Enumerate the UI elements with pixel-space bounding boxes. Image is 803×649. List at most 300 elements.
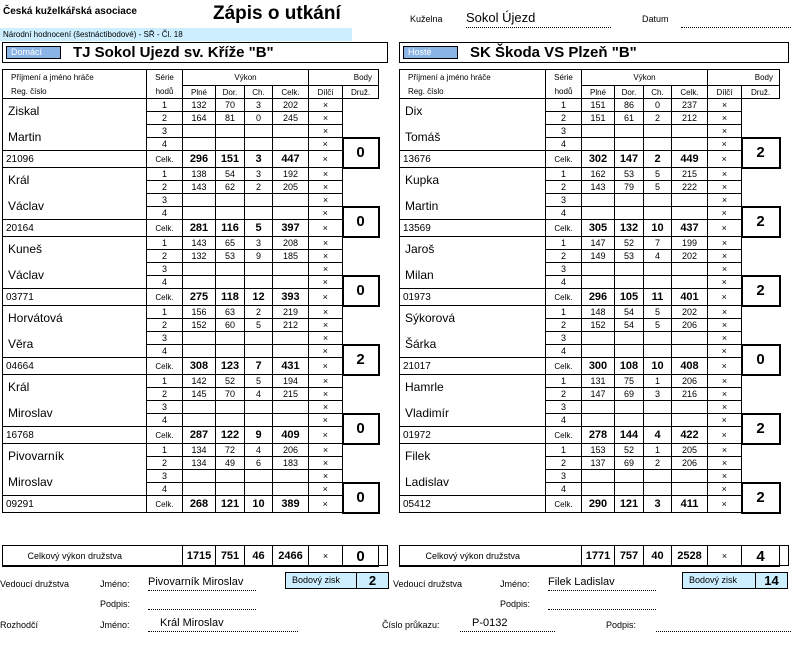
ch-cell[interactable] [644, 263, 672, 276]
dor-cell[interactable] [615, 194, 644, 207]
celk-cell[interactable]: 206 [273, 444, 309, 457]
serie-header: Série [546, 70, 582, 86]
serie-number: 2 [147, 457, 183, 470]
home-signature-field[interactable] [148, 596, 256, 610]
plne-cell[interactable]: 132 [183, 250, 216, 263]
ch-cell[interactable] [245, 414, 273, 427]
ch-cell[interactable]: 2 [245, 181, 273, 194]
player-reg-number: 01972 [400, 427, 546, 444]
plne-cell[interactable] [183, 470, 216, 483]
ch-cell[interactable] [245, 194, 273, 207]
plne-cell[interactable]: 151 [582, 99, 615, 112]
dor-cell[interactable] [615, 414, 644, 427]
celk-label: Celk. [147, 151, 183, 168]
ch-cell[interactable]: 3 [245, 237, 273, 250]
dor-cell[interactable] [216, 276, 245, 289]
dor-cell[interactable]: 72 [216, 444, 245, 457]
celk-cell[interactable] [672, 401, 708, 414]
plne-cell[interactable]: 131 [582, 375, 615, 388]
guest-leader-label: Vedoucí družstva [393, 579, 463, 589]
plne-cell[interactable] [582, 194, 615, 207]
celk-cell[interactable]: 215 [672, 168, 708, 181]
celk-cell[interactable]: 202 [672, 250, 708, 263]
referee-label: Rozhodčí [0, 620, 39, 630]
dor-cell[interactable] [615, 483, 644, 496]
celk-cell[interactable]: 183 [273, 457, 309, 470]
plne-cell[interactable] [183, 345, 216, 358]
plne-cell[interactable]: 134 [183, 457, 216, 470]
celk-cell[interactable] [672, 207, 708, 220]
ch-cell[interactable]: 5 [245, 375, 273, 388]
celk-cell[interactable] [273, 345, 309, 358]
dor-cell[interactable] [216, 332, 245, 345]
ch-cell[interactable] [644, 207, 672, 220]
datum-field[interactable] [681, 10, 791, 28]
ch-cell[interactable] [245, 401, 273, 414]
ch-cell[interactable] [644, 345, 672, 358]
serie-number: 3 [546, 263, 582, 276]
dor-cell[interactable] [615, 332, 644, 345]
dor-cell[interactable]: 49 [216, 457, 245, 470]
ch-cell[interactable]: 9 [245, 250, 273, 263]
dor-cell[interactable]: 86 [615, 99, 644, 112]
dor-cell[interactable] [216, 138, 245, 151]
ch-cell[interactable]: 5 [644, 306, 672, 319]
ch-cell[interactable]: 0 [644, 99, 672, 112]
ch-cell[interactable] [644, 483, 672, 496]
druz-empty [343, 375, 379, 414]
celk-cell[interactable] [273, 194, 309, 207]
ch-total: 12 [245, 289, 273, 306]
celk-cell[interactable] [672, 345, 708, 358]
ch-cell[interactable] [245, 263, 273, 276]
player-firstname: Martin [400, 194, 546, 220]
celk-cell[interactable] [273, 414, 309, 427]
ch-cell[interactable] [245, 332, 273, 345]
plne-cell[interactable]: 137 [582, 457, 615, 470]
plne-cell[interactable]: 148 [582, 306, 615, 319]
plne-cell[interactable] [582, 401, 615, 414]
celk-cell[interactable]: 216 [672, 388, 708, 401]
ch-cell[interactable]: 4 [245, 388, 273, 401]
plne-cell[interactable]: 151 [582, 112, 615, 125]
plne-cell[interactable] [582, 138, 615, 151]
ch-cell[interactable]: 4 [644, 250, 672, 263]
celk-total: 437 [672, 220, 708, 237]
celk-header: Celk. [672, 86, 708, 99]
ch-cell[interactable] [245, 125, 273, 138]
ch-total: 11 [644, 289, 672, 306]
plne-cell[interactable]: 143 [582, 181, 615, 194]
celk-cell[interactable]: 194 [273, 375, 309, 388]
dor-cell[interactable] [216, 125, 245, 138]
serie-header: Série [147, 70, 183, 86]
ch-total: 10 [644, 358, 672, 375]
plne-cell[interactable]: 156 [183, 306, 216, 319]
card-number-field[interactable]: P-0132 [460, 617, 555, 632]
table-row [3, 151, 379, 168]
plne-cell[interactable] [582, 345, 615, 358]
plne-cell[interactable]: 138 [183, 168, 216, 181]
celk-cell[interactable] [672, 263, 708, 276]
celk-cell[interactable] [273, 470, 309, 483]
plne-cell[interactable] [183, 276, 216, 289]
dor-cell[interactable] [216, 470, 245, 483]
ch-total: 3 [245, 151, 273, 168]
serie-number: 1 [546, 444, 582, 457]
plne-cell[interactable] [183, 414, 216, 427]
celk-cell[interactable]: 205 [273, 181, 309, 194]
plne-cell[interactable]: 149 [582, 250, 615, 263]
table-row [3, 427, 379, 444]
ch-cell[interactable]: 2 [644, 457, 672, 470]
ch-cell[interactable]: 5 [644, 181, 672, 194]
home-score-table [2, 69, 380, 514]
plne-cell[interactable] [183, 207, 216, 220]
serie-number: 2 [546, 250, 582, 263]
celk-cell[interactable]: 245 [273, 112, 309, 125]
plne-cell[interactable] [582, 276, 615, 289]
player-points: 0 [343, 276, 379, 306]
dor-cell[interactable]: 54 [216, 168, 245, 181]
table-row [400, 306, 780, 319]
celk-cell[interactable]: 192 [273, 168, 309, 181]
vykon-header: Výkon [183, 70, 309, 86]
celk-cell[interactable] [672, 276, 708, 289]
home-total-x: × [309, 546, 343, 567]
celk-cell[interactable]: 237 [672, 99, 708, 112]
celk-cell[interactable] [672, 414, 708, 427]
table-row [3, 306, 379, 319]
serie-number: 2 [546, 181, 582, 194]
dor-cell[interactable] [615, 138, 644, 151]
celk-cell[interactable] [273, 207, 309, 220]
ch-cell[interactable] [644, 414, 672, 427]
player-surname: Pivovarník [3, 444, 147, 470]
ch-cell[interactable]: 6 [245, 457, 273, 470]
player-points: 2 [742, 138, 780, 168]
plne-cell[interactable]: 142 [183, 375, 216, 388]
celk-cell[interactable] [672, 470, 708, 483]
table-row [3, 375, 379, 388]
dor-cell[interactable] [615, 345, 644, 358]
celk-cell[interactable]: 205 [672, 444, 708, 457]
serie-number: 4 [147, 345, 183, 358]
ch-cell[interactable] [245, 276, 273, 289]
celk-cell[interactable]: 206 [672, 375, 708, 388]
table-row [3, 194, 379, 207]
plne-cell[interactable]: 164 [183, 112, 216, 125]
dor-cell[interactable] [615, 470, 644, 483]
plne-cell[interactable] [183, 263, 216, 276]
celk-cell[interactable] [672, 125, 708, 138]
dor-cell[interactable]: 62 [216, 181, 245, 194]
dor-cell[interactable]: 70 [216, 388, 245, 401]
ch-total: 3 [644, 496, 672, 513]
ch-cell[interactable] [245, 345, 273, 358]
celk-cell[interactable] [672, 194, 708, 207]
celk-cell[interactable]: 222 [672, 181, 708, 194]
ch-cell[interactable]: 1 [644, 375, 672, 388]
dor-cell[interactable] [216, 207, 245, 220]
dilci-cell: × [708, 375, 742, 388]
plne-cell[interactable] [582, 483, 615, 496]
dilci-cell: × [708, 125, 742, 138]
plne-cell[interactable] [183, 138, 216, 151]
celk-label: Celk. [546, 358, 582, 375]
celk-cell[interactable] [672, 332, 708, 345]
dilci-cell: × [708, 345, 742, 358]
dor-cell[interactable]: 52 [216, 375, 245, 388]
player-firstname: Miroslav [3, 470, 147, 496]
serie-number: 2 [546, 319, 582, 332]
celk-cell[interactable]: 219 [273, 306, 309, 319]
ch-cell[interactable]: 2 [245, 306, 273, 319]
plne-cell[interactable]: 162 [582, 168, 615, 181]
serie-number: 4 [147, 483, 183, 496]
ch-cell[interactable] [644, 138, 672, 151]
home-total-celk: 2466 [273, 546, 309, 567]
dor-cell[interactable]: 60 [216, 319, 245, 332]
celk-cell[interactable] [273, 483, 309, 496]
dor-cell[interactable]: 54 [615, 319, 644, 332]
ch-cell[interactable] [245, 483, 273, 496]
ch-cell[interactable]: 3 [245, 99, 273, 112]
plne-cell[interactable] [582, 207, 615, 220]
table-row [3, 220, 379, 237]
table-row [400, 125, 780, 138]
dor-cell[interactable] [216, 194, 245, 207]
dor-cell[interactable] [216, 414, 245, 427]
table-row [400, 237, 780, 250]
dor-cell[interactable]: 52 [615, 444, 644, 457]
plne-cell[interactable]: 143 [183, 181, 216, 194]
ch-cell[interactable] [644, 470, 672, 483]
dor-cell[interactable]: 79 [615, 181, 644, 194]
dor-cell[interactable]: 52 [615, 237, 644, 250]
table-row [3, 496, 379, 513]
celk-cell[interactable]: 202 [273, 99, 309, 112]
dor-cell[interactable]: 53 [615, 250, 644, 263]
home-leader-name[interactable]: Pivovarník Miroslav [148, 576, 256, 591]
referee-signature-field[interactable] [656, 617, 791, 632]
ch-cell[interactable] [245, 207, 273, 220]
dor-cell[interactable]: 69 [615, 457, 644, 470]
celk-cell[interactable] [672, 483, 708, 496]
ch-cell[interactable] [644, 194, 672, 207]
player-col-header: Příjmení a jméno hráče [3, 70, 147, 86]
dor-header: Dor. [615, 86, 644, 99]
dor-cell[interactable]: 54 [615, 306, 644, 319]
serie-number: 1 [546, 99, 582, 112]
table-row [400, 427, 780, 444]
referee-name[interactable]: Král Miroslav [148, 617, 298, 632]
table-row [3, 444, 379, 457]
celk-cell[interactable]: 212 [672, 112, 708, 125]
player-reg-number: 09291 [3, 496, 147, 513]
plne-cell[interactable]: 152 [183, 319, 216, 332]
serie-number: 4 [147, 276, 183, 289]
player-reg-number: 05412 [400, 496, 546, 513]
ch-cell[interactable]: 5 [644, 319, 672, 332]
guest-score-table [399, 69, 781, 514]
plne-cell[interactable] [582, 470, 615, 483]
dor-cell[interactable]: 53 [216, 250, 245, 263]
plne-cell[interactable] [582, 414, 615, 427]
plne-cell[interactable] [183, 401, 216, 414]
ch-cell[interactable]: 7 [644, 237, 672, 250]
celk-cell[interactable] [273, 138, 309, 151]
dilci-cell: × [309, 358, 343, 375]
ch-cell[interactable] [245, 138, 273, 151]
plne-cell[interactable]: 147 [582, 388, 615, 401]
plne-cell[interactable] [582, 263, 615, 276]
dilci-cell: × [708, 138, 742, 151]
celk-cell[interactable]: 206 [672, 457, 708, 470]
celk-cell[interactable] [273, 332, 309, 345]
ch-cell[interactable]: 2 [644, 112, 672, 125]
ch-cell[interactable]: 0 [245, 112, 273, 125]
total-label: Celkový výkon družstva [400, 546, 546, 567]
plne-cell[interactable]: 147 [582, 237, 615, 250]
dor-cell[interactable]: 81 [216, 112, 245, 125]
table-row [400, 332, 780, 345]
celk-cell[interactable] [273, 401, 309, 414]
dor-cell[interactable]: 53 [615, 168, 644, 181]
player-points: 0 [343, 207, 379, 237]
dor-cell[interactable]: 75 [615, 375, 644, 388]
dilci-cell: × [708, 99, 742, 112]
guest-signature-field[interactable] [548, 596, 656, 610]
serie-number: 2 [546, 457, 582, 470]
player-surname: Kupka [400, 168, 546, 194]
dilci-cell: × [309, 181, 343, 194]
ch-cell[interactable] [644, 332, 672, 345]
dor-cell[interactable] [615, 276, 644, 289]
plne-cell[interactable]: 134 [183, 444, 216, 457]
dilci-cell: × [309, 414, 343, 427]
ch-header: Ch. [245, 86, 273, 99]
plne-cell[interactable] [183, 332, 216, 345]
celk-cell[interactable]: 202 [672, 306, 708, 319]
dilci-cell: × [309, 207, 343, 220]
dilci-cell: × [309, 319, 343, 332]
dilci-cell: × [708, 358, 742, 375]
serie-number: 2 [546, 112, 582, 125]
plne-cell[interactable]: 132 [183, 99, 216, 112]
serie-number: 1 [546, 168, 582, 181]
dor-cell[interactable] [615, 401, 644, 414]
dilci-cell: × [708, 168, 742, 181]
ch-cell[interactable] [644, 401, 672, 414]
druz-empty [742, 168, 780, 207]
plne-cell[interactable]: 145 [183, 388, 216, 401]
player-surname: Horvátová [3, 306, 147, 332]
association-name: Česká kuželkářská asociace [3, 6, 137, 17]
celk-cell[interactable] [273, 276, 309, 289]
dilci-header: Dílčí [708, 86, 742, 99]
plne-cell[interactable] [582, 125, 615, 138]
celk-cell[interactable]: 212 [273, 319, 309, 332]
player-points: 0 [742, 345, 780, 375]
celk-cell[interactable]: 185 [273, 250, 309, 263]
celk-total: 393 [273, 289, 309, 306]
celk-cell[interactable]: 208 [273, 237, 309, 250]
celk-total: 409 [273, 427, 309, 444]
plne-cell[interactable] [582, 332, 615, 345]
dor-cell[interactable]: 70 [216, 99, 245, 112]
dor-cell[interactable]: 61 [615, 112, 644, 125]
dilci-cell: × [309, 289, 343, 306]
dor-cell[interactable] [216, 483, 245, 496]
dilci-cell: × [309, 263, 343, 276]
home-team-bar [2, 42, 388, 63]
plne-cell[interactable] [183, 483, 216, 496]
dor-cell[interactable] [216, 345, 245, 358]
plne-total: 275 [183, 289, 216, 306]
home-team-name: TJ Sokol Ujezd sv. Kříže "B" [73, 44, 274, 61]
dilci-cell: × [309, 99, 343, 112]
dor-cell[interactable] [216, 263, 245, 276]
celk-total: 431 [273, 358, 309, 375]
plne-cell[interactable] [183, 125, 216, 138]
ch-cell[interactable] [245, 470, 273, 483]
celk-cell[interactable]: 199 [672, 237, 708, 250]
guest-leader-name[interactable]: Filek Ladislav [548, 576, 656, 591]
celk-cell[interactable]: 215 [273, 388, 309, 401]
kuzelna-field[interactable]: Sokol Újezd [466, 10, 611, 28]
ch-cell[interactable] [644, 276, 672, 289]
serie-number: 3 [147, 194, 183, 207]
celk-total: 389 [273, 496, 309, 513]
table-row [400, 470, 780, 483]
ch-cell[interactable]: 3 [245, 168, 273, 181]
dor-cell[interactable] [615, 207, 644, 220]
plne-total: 305 [582, 220, 615, 237]
celk-cell[interactable] [672, 138, 708, 151]
home-podpis-label: Podpis: [100, 599, 131, 609]
dor-cell[interactable] [615, 125, 644, 138]
dor-cell[interactable] [615, 263, 644, 276]
ch-cell[interactable]: 3 [644, 388, 672, 401]
plne-cell[interactable]: 153 [582, 444, 615, 457]
druz-empty [343, 168, 379, 207]
dor-cell[interactable]: 69 [615, 388, 644, 401]
dor-cell[interactable]: 63 [216, 306, 245, 319]
plne-cell[interactable]: 143 [183, 237, 216, 250]
plne-cell[interactable]: 152 [582, 319, 615, 332]
ch-cell[interactable]: 5 [644, 168, 672, 181]
ch-cell[interactable]: 1 [644, 444, 672, 457]
celk-cell[interactable]: 206 [672, 319, 708, 332]
plne-total: 281 [183, 220, 216, 237]
player-firstname: Šárka [400, 332, 546, 358]
plne-cell[interactable] [183, 194, 216, 207]
player-points: 2 [742, 207, 780, 237]
dor-cell[interactable]: 65 [216, 237, 245, 250]
dor-cell[interactable] [216, 401, 245, 414]
guest-team-bar [399, 42, 789, 63]
serie-number: 3 [546, 401, 582, 414]
bodovy-zisk-label: Bodový zisk [689, 575, 738, 585]
ch-cell[interactable]: 5 [245, 319, 273, 332]
ch-cell[interactable] [644, 125, 672, 138]
celk-cell[interactable] [273, 263, 309, 276]
dilci-cell: × [708, 289, 742, 306]
celk-cell[interactable] [273, 125, 309, 138]
ch-cell[interactable]: 4 [245, 444, 273, 457]
referee-podpis-label: Podpis: [606, 620, 637, 630]
